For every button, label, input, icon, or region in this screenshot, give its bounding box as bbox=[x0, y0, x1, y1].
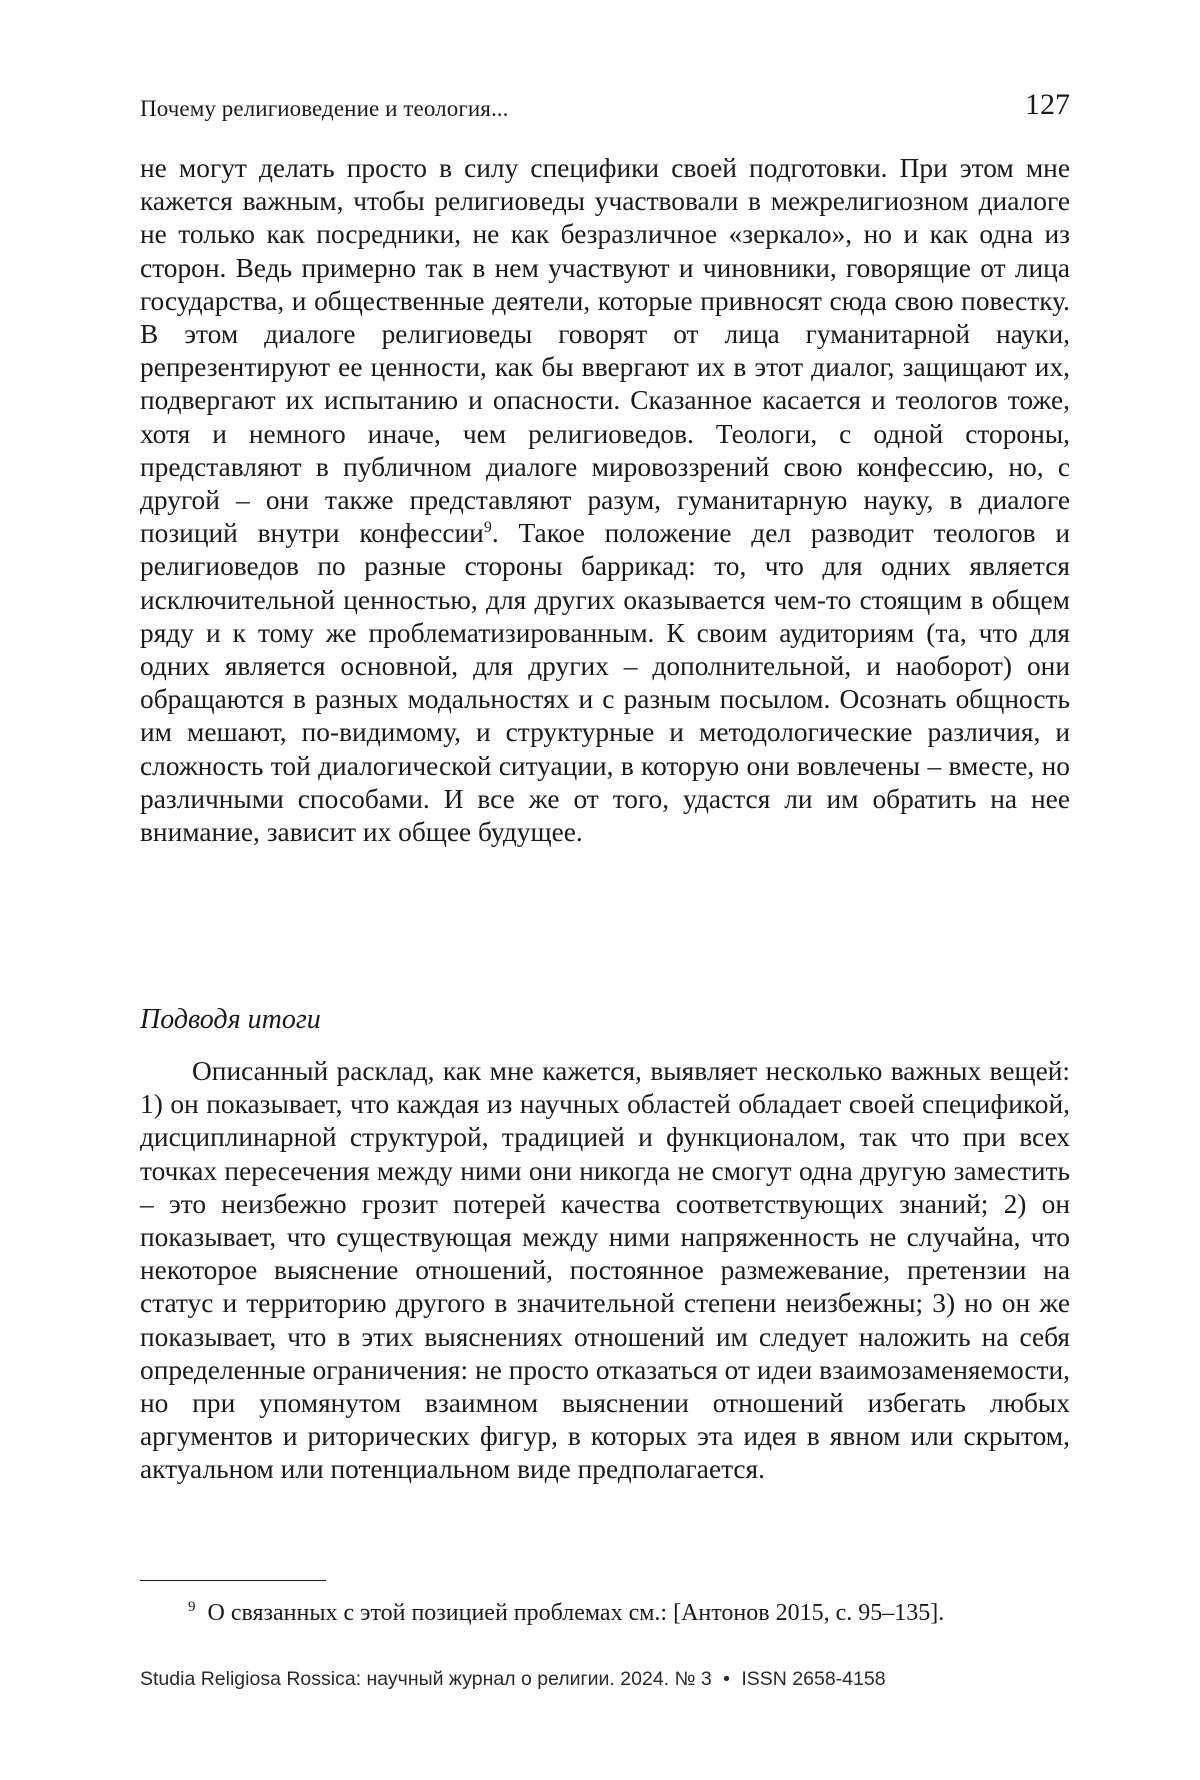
running-header bbox=[140, 88, 1070, 128]
issn: ISSN 2658-4158 bbox=[741, 1668, 886, 1690]
journal-footer bbox=[140, 1668, 886, 1691]
footnote-divider bbox=[140, 1580, 326, 1581]
footnote-text: О связанных с этой позицией проблемах см.: [Антонов 2015, с. 95–135]. bbox=[207, 1600, 945, 1626]
section-heading: Подводя итоги bbox=[140, 1004, 321, 1035]
main-text-block bbox=[140, 152, 1070, 849]
body-paragraph-part-1: не могут делать просто в силу специфики своей подготовки. При этом мне кажется важным, чтобы религиоведы участвовали в межрелигиозном диалоге не только как посредники, не как безразличное «зеркало», но и как одна из сторон. Ведь примерно так в нем участвуют и чиновники, говорящие от лица государства, и общественные деятели, которые привносят сюда свою повестку. В этом диалоге религиоведы говорят от лица гуманитарной науки, репрезентируют ее ценности, как бы ввергают их в этот диалог, защищают их, подвергают их испытанию и опасности. Сказанное касается и теологов тоже, хотя и немного иначе, чем религиоведов. Теологи, с одной стороны, представляют в публичном диалоге мировоззрений свою конфессию, но, с другой – они также представляют разум, гуманитарную науку, в диалоге позиций внутри конфессии bbox=[140, 153, 1070, 549]
journal-citation: Studia Religiosa Rossica: научный журнал о религии. 2024. № 3 bbox=[140, 1668, 712, 1690]
running-title: Почему религиоведение и теология... bbox=[140, 96, 509, 121]
bullet-separator: • bbox=[723, 1668, 730, 1690]
footnote-reference: 9 bbox=[483, 519, 492, 537]
body-paragraph-part-2: . Такое положение дел разводит теологов и религиоведов по разные стороны баррикад: то, что для одних является исключительной ценностью, для других оказывается чем-то стоящим в общем ряду и к тому же проблематизированным. К своим аудиториям (та, что для одних является основной, для других – дополнительной, и наоборот) они обращаются в разных модальностях и с разным посылом. Осознать общность им мешают, по-видимому, и структурные и методологические различия, и сложность той диалогической ситуации, в которую они вовлечены – вместе, но различными способами. И все же от того, удастся ли им обратить на нее внимание, зависит их общее будущее. bbox=[140, 518, 1070, 848]
body-paragraph bbox=[140, 152, 1070, 849]
footnote: 9 О связанных с этой позицией проблемах см.: [Антонов 2015, с. 95–135]. bbox=[188, 1599, 945, 1626]
summary-text-block bbox=[140, 1055, 1070, 1487]
summary-paragraph: Описанный расклад, как мне кажется, выявляет несколько важных вещей: 1) он показывает, что каждая из научных областей обладает своей спецификой, дисциплинарной структурой, традицией и функционалом, так что при всех точках пересечения между ними они никогда не смогут одна другую заместить – это неизбежно грозит потерей качества соответствующих знаний; 2) он показывает, что существующая между ними напряженность не случайна, что некоторое выяснение отношений, постоянное размежевание, претензии на статус и территорию другого в значительной степени неизбежны; 3) но он же показывает, что в этих выяснениях отношений им следует наложить на себя определенные ограничения: не просто отказаться от идеи взаимозаменяемости, но при упомянутом взаимном выяснении отношений избегать любых аргументов и риторических фигур, в которых эта идея в явном или скрытом, актуальном или потенциальном виде предполагается. bbox=[140, 1056, 1070, 1485]
page-number: 127 bbox=[1025, 88, 1070, 121]
